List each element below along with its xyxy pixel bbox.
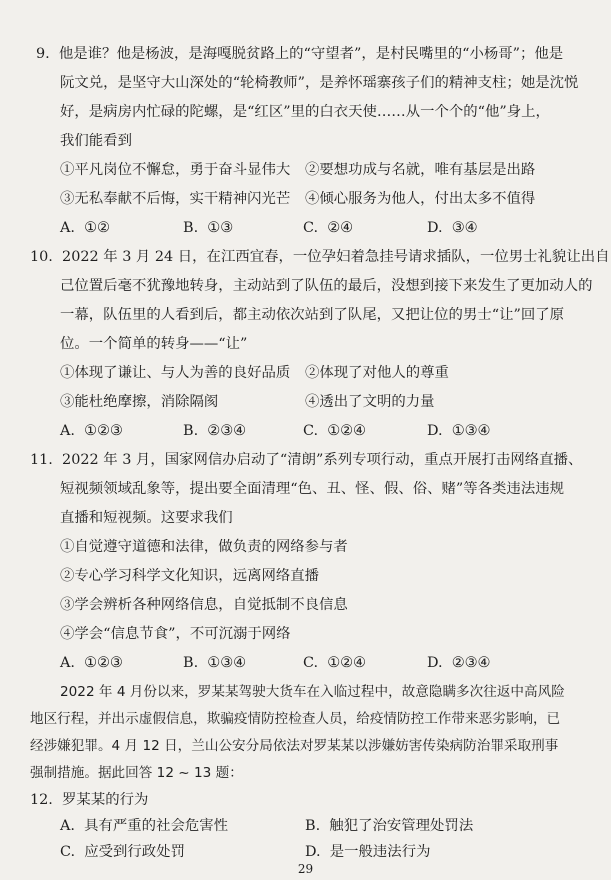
q11-choice-a: A. ①②③ (60, 655, 123, 671)
q9-choice-c: C. ②④ (303, 220, 354, 236)
q10-choice-b: B. ②③④ (183, 423, 247, 439)
q9-stem-line-3: 好，是病房内忙碌的陀螺，是“红区”里的白衣天使……从一个个的“他”身上， (60, 104, 550, 120)
q11-statement-2: ②专心学习科学文化知识，远离网络直播 (60, 568, 320, 584)
q9-stem-line-1: 9. 他是谁？他是杨波，是海嘎脱贫路上的“守望者”，是村民嘴里的“小杨哥”；他是 (36, 46, 564, 62)
q9-choice-a: A. ①② (60, 220, 110, 236)
q10-stem-line-2: 己位置后毫不犹豫地转身，主动站到了队伍的最后，没想到接下来发生了更加动人的 (60, 278, 593, 294)
q11-stem-line-3: 直播和短视频。这要求我们 (60, 510, 233, 526)
q10-statement-2: ②体现了对他人的尊重 (305, 365, 449, 381)
q10-stem-line-3: 一幕，队伍里的人看到后，都主动依次站到了队尾，又把让位的男士“让”回了原 (60, 307, 564, 323)
q11-choice-c: C. ①②④ (303, 655, 366, 671)
q11-choice-d: D. ②③④ (427, 655, 491, 671)
q10-statement-4: ④透出了文明的力量 (305, 394, 435, 410)
q10-statement-3: ③能杜绝摩擦，消除隔阂 (60, 394, 219, 410)
q12-choice-c: C. 应受到行政处罚 (60, 844, 185, 860)
q11-statement-3: ③学会辨析各种网络信息，自觉抵制不良信息 (60, 597, 348, 613)
q9-statement-4: ④倾心服务为他人，付出太多不值得 (305, 191, 536, 207)
q10-stem-line-1: 10. 2022 年 3 月 24 日，在江西宜春，一位孕妇着急挂号请求插队，一位男士礼貌让出自 (30, 249, 610, 265)
q10-choice-c: C. ①②④ (303, 423, 366, 439)
q12-choice-a: A. 具有严重的社会危害性 (60, 818, 229, 834)
q11-choice-b: B. ①③④ (183, 655, 247, 671)
stimulus-line-1: 2022 年 4 月份以来，罗某某驾驶大货车在入临过程中，故意隐瞒多次往返中高风险 (60, 684, 565, 700)
q11-stem-line-2: 短视频领域乱象等，提出要全面清理“色、丑、怪、假、俗、赌”等各类违法违规 (60, 481, 564, 497)
stimulus-line-4: 强制措施。据此回答 12 ~ 13 题： (30, 765, 243, 781)
q10-choice-d: D. ①③④ (427, 423, 491, 439)
q9-choice-d: D. ③④ (427, 220, 478, 236)
q9-stem-line-2: 阮文兑，是坚守大山深处的“轮椅教师”，是养怀瑶寨孩子们的精神支柱；她是沈悦 (60, 75, 579, 91)
q10-statement-1: ①体现了谦让、与人为善的良好品质 (60, 365, 291, 381)
q9-statement-3: ③无私奉献不后悔，实干精神闪光芒 (60, 191, 291, 207)
q12-stem: 12. 罗某某的行为 (30, 792, 149, 808)
q11-statement-1: ①自觉遵守道德和法律，做负责的网络参与者 (60, 539, 348, 555)
q9-statement-2: ②要想功成与名就，唯有基层是出路 (305, 162, 536, 178)
page-number: 29 (297, 862, 314, 876)
q11-stem-line-1: 11. 2022 年 3 月，国家网信办启动了“清朗”系列专项行动，重点开展打击网络直播、 (30, 452, 583, 468)
q9-stem-line-4: 我们能看到 (60, 133, 132, 149)
stimulus-line-2: 地区行程，并出示虚假信息，欺骗疫情防控检查人员，给疫情防控工作带来恶劣影响，已 (30, 711, 561, 727)
stimulus-line-3: 经涉嫌犯罪。4 月 12 日，兰山公安分局依法对罗某某以涉嫌妨害传染病防治罪采取刑事 (30, 738, 559, 754)
q9-statement-1: ①平凡岗位不懈怠，勇于奋斗显伟大 (60, 162, 291, 178)
q12-choice-b: B. 触犯了治安管理处罚法 (305, 818, 474, 834)
q10-choice-a: A. ①②③ (60, 423, 123, 439)
q12-choice-d: D. 是一般违法行为 (305, 844, 431, 860)
q9-choice-b: B. ①③ (183, 220, 234, 236)
q11-statement-4: ④学会“信息节食”，不可沉溺于网络 (60, 626, 291, 642)
q10-stem-line-4: 位。一个简单的转身——“让” (60, 336, 248, 352)
